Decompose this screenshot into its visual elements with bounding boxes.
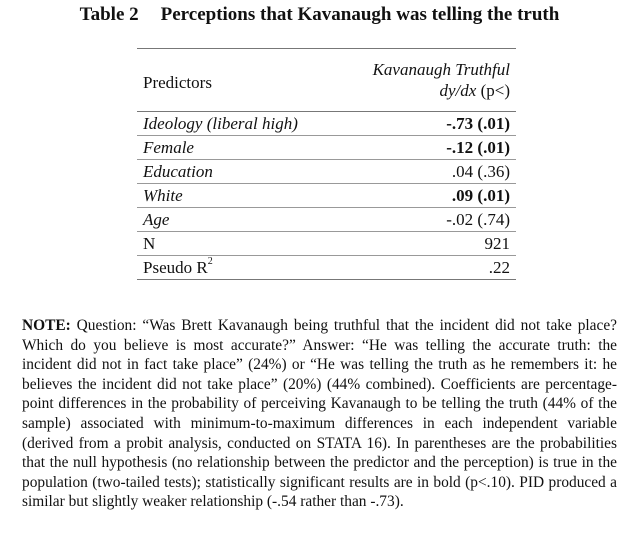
column-sub-p: (p<) (480, 81, 510, 100)
table-title (0, 4, 639, 26)
column-sub-dydx: dy/dx (439, 81, 477, 100)
row-value: -.12 (.01) (446, 138, 510, 157)
row-value: .04 (.36) (451, 162, 510, 181)
table-row-n (137, 232, 516, 256)
column-title: Kavanaugh Truthful (372, 60, 510, 79)
predictors-header: Predictors (143, 73, 212, 92)
row-label: Ideology (liberal high) (143, 114, 298, 133)
row-label: N (143, 234, 156, 253)
row-value: .09 (.01) (451, 186, 510, 205)
table-note (22, 316, 617, 512)
row-label: Education (143, 162, 213, 181)
table-header (137, 49, 516, 112)
superscript: 2 (207, 256, 213, 268)
note-text: Question: “Was Brett Kavanaugh being truthful that the incident did not take place? Which do you believe is most accurate?” Answer: “He was telling the accurate truth: the incident did not in fact take place” (24%) or “He was telling the truth as he remembers it: he believes the incident did not take place” (20%) (44% combined). Coefficients are percentage-point differences in the probability of perceiving Kavanaugh to be telling the truth (44% of the sample) associated with minimum-to-maximum differences in each independent variable (derived from a probit analysis, conducted on STATA 16). In parentheses are the probabilities that the null hypothesis (no relationship between the predictor and the perception) is true in the population (two-tailed tests); statistically significant results are in bold (p<.10). PID produced a similar but slightly weaker relationship (-.54 rather than -.73). (22, 317, 617, 511)
results-table (137, 48, 516, 280)
table-row-education (137, 160, 516, 184)
table-title-text: Perceptions that Kavanaugh was telling the truth (160, 4, 560, 25)
row-label: Female (143, 138, 194, 157)
note-lead: NOTE: (22, 317, 71, 334)
row-label: Age (143, 210, 170, 229)
row-value: 921 (484, 234, 510, 253)
row-label: Pseudo R (143, 258, 208, 277)
table-row-female (137, 136, 516, 160)
table-row-white (137, 184, 516, 208)
table-row-ideology (137, 112, 516, 136)
table-row-age (137, 208, 516, 232)
row-value: -.02 (.74) (446, 210, 510, 229)
row-label-pseudo-r2 (143, 256, 213, 279)
row-label: White (143, 186, 183, 205)
column-subtitle (440, 81, 511, 101)
row-value: .22 (488, 258, 510, 277)
table-row-pseudo-r2 (137, 256, 516, 280)
table-number: Table 2 (79, 4, 139, 25)
row-value: -.73 (.01) (446, 114, 510, 133)
